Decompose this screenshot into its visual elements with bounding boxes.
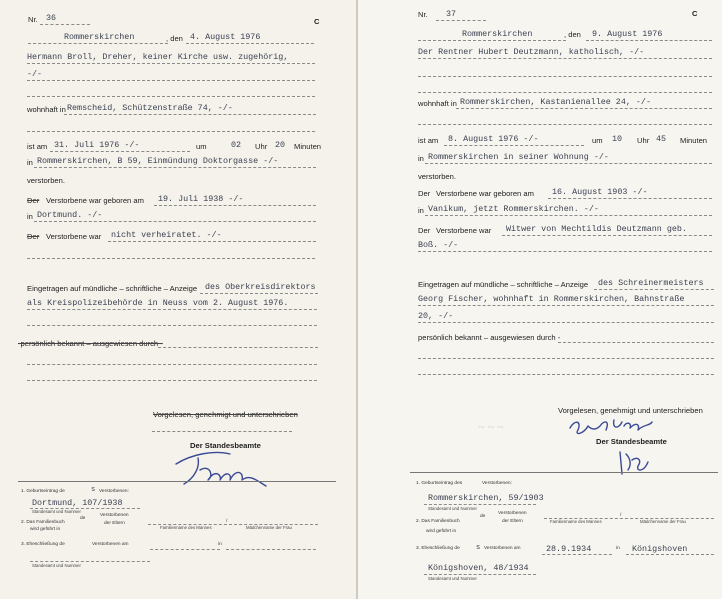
place-of-birth: Dortmund. -/- bbox=[37, 210, 103, 220]
dotted-line bbox=[594, 289, 714, 290]
war-label: Verstorbene war bbox=[46, 232, 102, 241]
birth-date: 19. Juli 1938 -/- bbox=[158, 194, 244, 204]
dotted-line bbox=[27, 325, 317, 326]
den-label: , den bbox=[564, 30, 581, 39]
f2-de: de bbox=[480, 514, 486, 519]
f2-de: de bbox=[80, 516, 86, 521]
eingetragen-label: Eingetragen auf mündliche – schriftliche – Anzeige bbox=[27, 284, 198, 293]
place-of-death: Rommerskirchen, B 59, Einmündung Doktorgasse -/- bbox=[37, 156, 279, 166]
dotted-line bbox=[64, 114, 316, 115]
der-prefix bbox=[418, 190, 430, 198]
standesbeamte-label: Der Standesbeamte bbox=[596, 437, 667, 446]
geboren-label: Verstorbene war geboren am bbox=[46, 196, 144, 205]
dotted-line bbox=[418, 251, 712, 252]
dotted-line bbox=[186, 43, 314, 44]
dotted-line bbox=[502, 235, 712, 236]
dotted-line bbox=[154, 205, 316, 206]
dotted-line bbox=[34, 167, 316, 168]
uhr-label: Uhr bbox=[255, 142, 268, 151]
corner-c-mark: C bbox=[314, 17, 320, 26]
birth-record-value: Dortmund, 107/1938 bbox=[32, 498, 123, 508]
dotted-line bbox=[200, 293, 318, 294]
eingetragen-label: Eingetragen auf mündliche – schriftliche – Anzeige bbox=[418, 280, 589, 289]
der2-prefix bbox=[27, 233, 39, 241]
dotted-line bbox=[27, 80, 315, 81]
f2-slash: / bbox=[620, 513, 622, 518]
dotted-line bbox=[226, 549, 316, 550]
uhr-label: Uhr bbox=[637, 136, 650, 145]
deceased-description: Hermann Broll, Dreher, keiner Kirche usw. zugehörig, bbox=[27, 52, 289, 62]
dotted-line bbox=[108, 241, 316, 242]
report-by-cont: Georg Fischer, wohnhaft in Rommerskirchen, Bahnstraße bbox=[418, 294, 685, 304]
f1-label: 1. Geburtseintrag des bbox=[416, 481, 463, 486]
death-date: 8. August 1976 -/- bbox=[448, 134, 539, 144]
report-by-cont2: 20, -/- bbox=[418, 311, 454, 321]
dotted-line bbox=[418, 322, 714, 323]
registration-date: 4. August 1976 bbox=[190, 32, 261, 42]
persoenlich-text: -persönlich bekannt – ausgewiesen durch - bbox=[18, 339, 163, 348]
residence-value: Remscheid, Schützenstraße 74, -/- bbox=[67, 103, 233, 113]
persoenlich-label: persönlich bekannt – ausgewiesen durch - bbox=[418, 333, 561, 342]
dotted-line bbox=[27, 96, 315, 97]
dotted-line bbox=[27, 63, 315, 64]
f2-fam-mann: Familienname des Mannes bbox=[550, 519, 602, 524]
right-register-page bbox=[358, 0, 722, 599]
dotted-line bbox=[418, 124, 712, 125]
marriage-place: Königshoven bbox=[632, 544, 688, 554]
left-register-page bbox=[0, 0, 356, 599]
dotted-line bbox=[27, 309, 317, 310]
dotted-line bbox=[548, 198, 712, 199]
in-label: in bbox=[418, 154, 424, 163]
der2-prefix bbox=[418, 227, 430, 235]
section-divider bbox=[410, 472, 718, 473]
death-hour: 10 bbox=[612, 134, 623, 144]
dotted-line bbox=[40, 24, 90, 25]
f1-label2: Verstorbenen: bbox=[482, 481, 512, 486]
dotted-line bbox=[542, 554, 612, 555]
dotted-line bbox=[626, 554, 714, 555]
bleed-through-mark: ~ ~ ~ bbox=[478, 420, 504, 434]
dotted-line bbox=[27, 380, 317, 381]
f2-label: 2. Das Familienbuch bbox=[21, 520, 65, 525]
report-by: des Schreinermeisters bbox=[598, 278, 704, 288]
minuten-label: Minuten bbox=[680, 136, 708, 145]
marital-status: Witwer von Mechtildis Deutzmann geb. bbox=[506, 224, 687, 234]
ist-am-label: ist am bbox=[418, 136, 439, 145]
dotted-line bbox=[418, 40, 566, 41]
death-date: 31. Juli 1976 -/- bbox=[54, 140, 140, 150]
f2-wird: wird geführt in bbox=[30, 527, 61, 532]
vorgelesen-label bbox=[153, 411, 298, 419]
marital-status-cont: Boß. -/- bbox=[418, 240, 459, 250]
dotted-line bbox=[152, 431, 292, 432]
dotted-line bbox=[586, 40, 712, 41]
dotted-line bbox=[27, 364, 317, 365]
dotted-line bbox=[424, 574, 536, 575]
dotted-line bbox=[27, 131, 315, 132]
registrar-signature bbox=[170, 446, 270, 490]
f3-label: 3. Eheschließung de bbox=[21, 542, 65, 547]
dotted-line bbox=[418, 305, 714, 306]
f2-verstorbenen: Verstorbenen bbox=[100, 513, 129, 518]
dotted-line bbox=[418, 92, 712, 93]
nr-label: Nr. bbox=[28, 15, 38, 24]
f3-in: in bbox=[616, 546, 620, 551]
birth-date: 16. August 1903 -/- bbox=[552, 187, 648, 197]
place-of-registration: Rommerskirchen bbox=[462, 29, 533, 39]
dotted-line bbox=[418, 374, 714, 375]
entry-number: 36 bbox=[46, 13, 57, 23]
entry-number: 37 bbox=[446, 9, 457, 19]
f2-der-eltern: der Eltern bbox=[104, 521, 125, 526]
f2-maedchen: Mädchenname der Frau bbox=[246, 525, 292, 530]
f3-insert: s bbox=[476, 544, 481, 552]
f2-der-eltern: der Eltern bbox=[502, 519, 523, 524]
marriage-record-value: Königshoven, 48/1934 bbox=[428, 563, 529, 573]
f3-in: in bbox=[218, 542, 222, 547]
der-prefix-text: Der bbox=[27, 196, 40, 205]
dotted-line bbox=[558, 342, 714, 343]
dotted-line bbox=[28, 43, 168, 44]
f2-label: 2. Das Familienbuch bbox=[416, 519, 460, 524]
place-of-birth: Vanikum, jetzt Rommerskirchen. -/- bbox=[428, 204, 599, 214]
war-label: Verstorbene war bbox=[436, 226, 492, 235]
dotted-line bbox=[50, 151, 190, 152]
section-divider bbox=[18, 481, 336, 482]
death-hour: 02 bbox=[231, 140, 242, 150]
deceased-description-cont: -/- bbox=[27, 69, 43, 79]
f1-sub-label: Standesamt und Nummer bbox=[428, 506, 477, 511]
f3-label: 3. Eheschließung de bbox=[416, 546, 460, 551]
dotted-line bbox=[425, 215, 712, 216]
standesbeamte-label: Der Standesbeamte bbox=[190, 441, 261, 450]
der-prefix-text: Der bbox=[418, 189, 431, 198]
geboren-label: Verstorbene war geboren am bbox=[436, 189, 534, 198]
f1-label: 1. Geburtseintrag de bbox=[21, 489, 65, 494]
report-by: des Oberkreisdirektors bbox=[205, 282, 316, 292]
f2-maedchen: Mädchenname der Frau bbox=[640, 519, 686, 524]
dotted-line bbox=[425, 163, 712, 164]
f2-slash: / bbox=[226, 519, 228, 524]
in2-label: in bbox=[27, 212, 33, 221]
dotted-line bbox=[436, 20, 486, 21]
vorgelesen-text: Vorgelesen, genehmigt und unterschrieben bbox=[153, 410, 298, 419]
in2-label: in bbox=[418, 206, 424, 215]
place-of-death: Rommerskirchen in seiner Wohnung -/- bbox=[428, 152, 609, 162]
dotted-line bbox=[444, 145, 584, 146]
f2-wird: wird geführt in bbox=[426, 529, 457, 534]
dotted-line bbox=[158, 347, 318, 348]
f3-sub-label: Standesamt und Nummer bbox=[32, 563, 81, 568]
f1-sub-label: Standesamt und Nummer bbox=[32, 509, 81, 514]
f2-fam-mann: Familienname des Mannes bbox=[160, 525, 212, 530]
minuten-label: Minuten bbox=[294, 142, 322, 151]
dotted-line bbox=[544, 518, 714, 519]
f1-label2: Verstorbenen: bbox=[99, 489, 129, 494]
verstorben-label: verstorben. bbox=[418, 172, 456, 181]
um-label: um bbox=[196, 142, 207, 151]
f3-mid: Verstorbenen am bbox=[92, 542, 129, 547]
marriage-date: 28.9.1934 bbox=[546, 544, 592, 554]
deceased-description: Der Rentner Hubert Deutzmann, katholisch, -/- bbox=[418, 47, 645, 57]
persoenlich-label bbox=[18, 340, 163, 348]
death-minutes: 20 bbox=[275, 140, 286, 150]
dotted-line bbox=[148, 524, 318, 525]
vorgelesen-label: Vorgelesen, genehmigt und unterschrieben bbox=[558, 406, 703, 415]
dotted-line bbox=[34, 221, 316, 222]
dotted-line bbox=[456, 108, 712, 109]
den-label: , den bbox=[166, 34, 183, 43]
der2-prefix-text: Der bbox=[27, 232, 40, 241]
registration-date: 9. August 1976 bbox=[592, 29, 663, 39]
signature-georg-fischer bbox=[566, 416, 656, 438]
residence-value: Rommerskirchen, Kastanienallee 24, -/- bbox=[460, 97, 651, 107]
place-of-registration: Rommerskirchen bbox=[64, 32, 135, 42]
der-prefix bbox=[27, 197, 39, 205]
nr-label: Nr. bbox=[418, 10, 428, 19]
corner-c-mark: C bbox=[692, 9, 698, 18]
dotted-line bbox=[27, 258, 315, 259]
birth-record-value: Rommerskirchen, 59/1903 bbox=[428, 493, 544, 503]
registrar-signature bbox=[616, 448, 656, 478]
f1-insert: s bbox=[91, 486, 96, 494]
f2-verstorbenen: Verstorbenen bbox=[498, 511, 527, 516]
dotted-line bbox=[424, 504, 536, 505]
dotted-line bbox=[30, 561, 150, 562]
in-label: in bbox=[27, 158, 33, 167]
wohnhaft-label: wohnhaft in bbox=[27, 105, 66, 114]
um-label: um bbox=[592, 136, 603, 145]
f3-mid: Verstorbenen am bbox=[484, 546, 521, 551]
wohnhaft-label: wohnhaft in bbox=[418, 99, 457, 108]
verstorben-label: verstorben. bbox=[27, 176, 65, 185]
report-by-cont: als Kreispolizeibehörde in Neuss vom 2. August 1976. bbox=[27, 298, 289, 308]
dotted-line bbox=[150, 549, 220, 550]
dotted-line bbox=[418, 358, 714, 359]
dotted-line bbox=[418, 76, 712, 77]
f3-sub-label: Standesamt und Nummer bbox=[428, 576, 477, 581]
der2-prefix-text: Der bbox=[418, 226, 431, 235]
marital-status: nicht verheiratet. -/- bbox=[111, 230, 222, 240]
dotted-line bbox=[418, 58, 712, 59]
death-minutes: 45 bbox=[656, 134, 667, 144]
ist-am-label: ist am bbox=[27, 142, 48, 151]
